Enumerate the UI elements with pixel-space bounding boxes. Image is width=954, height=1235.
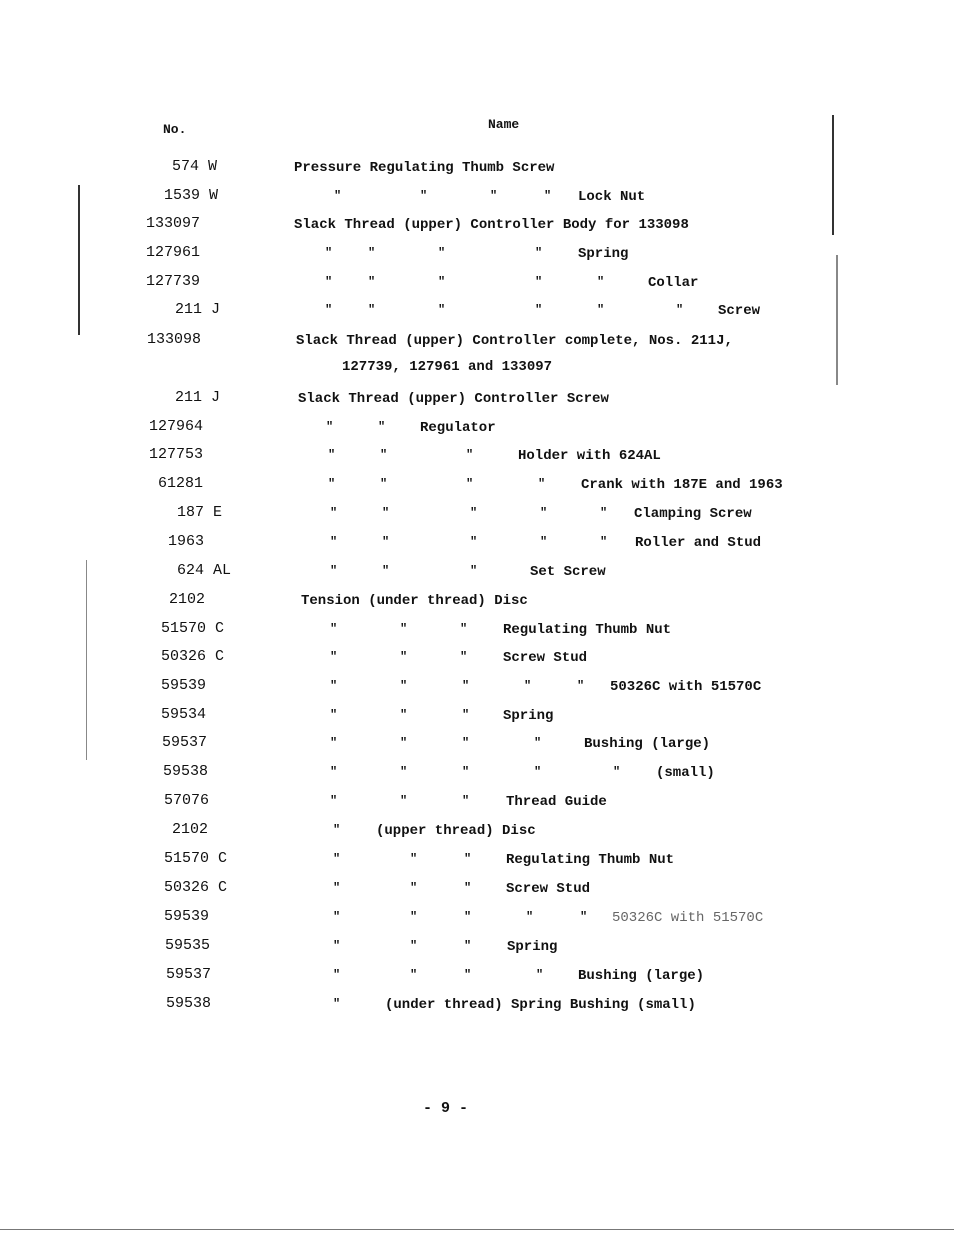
ditto-mark: " — [544, 189, 552, 203]
ditto-mark: " — [466, 448, 474, 462]
ditto-mark: " — [460, 650, 468, 664]
part-name: Lock Nut — [578, 189, 646, 205]
part-name: 50326C with 51570C — [612, 910, 764, 926]
part-number: 51570 C — [164, 850, 228, 867]
part-name: Slack Thread (upper) Controller complete, Nos. 211J, — [296, 333, 733, 349]
part-name: (under thread) Spring Bushing (small) — [385, 997, 696, 1013]
part-number: 127753 — [149, 446, 204, 463]
column-header-no: No. — [163, 122, 187, 137]
ditto-mark: " — [464, 852, 472, 866]
scan-edge-line — [86, 560, 87, 760]
ditto-mark: " — [380, 448, 388, 462]
parts-row — [0, 273, 954, 295]
ditto-mark: " — [462, 736, 470, 750]
ditto-mark: " — [462, 708, 470, 722]
part-number: 59537 — [162, 734, 208, 751]
part-name: Crank with 187E and 1963 — [581, 477, 783, 493]
parts-row — [0, 966, 954, 988]
ditto-mark: " — [330, 506, 338, 520]
part-number: 211 J — [175, 301, 221, 318]
part-name: 50326C with 51570C — [610, 679, 762, 695]
part-number: 61281 — [158, 475, 204, 492]
ditto-mark: " — [330, 535, 338, 549]
part-name: Regulating Thumb Nut — [503, 622, 672, 638]
part-number: 51570 C — [161, 620, 225, 637]
parts-row — [0, 187, 954, 209]
part-number: 1539 W — [164, 187, 219, 204]
ditto-mark: " — [334, 189, 342, 203]
ditto-mark: " — [400, 765, 408, 779]
ditto-mark: " — [470, 506, 478, 520]
ditto-mark: " — [524, 679, 532, 693]
part-number: 59538 — [163, 763, 209, 780]
ditto-mark: " — [328, 448, 336, 462]
part-name: Thread Guide — [506, 794, 607, 810]
ditto-mark: " — [535, 246, 543, 260]
ditto-mark: " — [676, 303, 684, 317]
part-number: 133098 — [147, 331, 202, 348]
parts-row — [0, 677, 954, 699]
ditto-mark: " — [464, 939, 472, 953]
ditto-mark: " — [577, 679, 585, 693]
part-number: 624 AL — [177, 562, 232, 579]
part-name: Spring — [503, 708, 554, 724]
part-name: (upper thread) Disc — [376, 823, 536, 839]
ditto-mark: " — [464, 968, 472, 982]
ditto-mark: " — [328, 477, 336, 491]
ditto-mark: " — [330, 622, 338, 636]
parts-row — [0, 908, 954, 930]
part-name: Set Screw — [530, 564, 606, 580]
ditto-mark: " — [613, 765, 621, 779]
parts-row — [0, 331, 954, 353]
ditto-mark: " — [330, 794, 338, 808]
ditto-mark: " — [400, 708, 408, 722]
ditto-mark: " — [368, 303, 376, 317]
parts-row — [0, 648, 954, 670]
part-number: 127739 — [146, 273, 201, 290]
part-name: Bushing (large) — [578, 968, 705, 984]
ditto-mark: " — [333, 881, 341, 895]
ditto-mark: " — [330, 765, 338, 779]
part-number: 59534 — [161, 706, 207, 723]
ditto-mark: " — [400, 622, 408, 636]
part-name: Regulator — [420, 420, 496, 436]
ditto-mark: " — [600, 506, 608, 520]
ditto-mark: " — [410, 910, 418, 924]
ditto-mark: " — [325, 303, 333, 317]
ditto-mark: " — [325, 275, 333, 289]
parts-row — [0, 792, 954, 814]
part-name: Collar — [648, 275, 699, 291]
part-name: Slack Thread (upper) Controller Body for 133098 — [294, 217, 689, 233]
parts-row — [0, 504, 954, 526]
part-number: 59535 — [165, 937, 211, 954]
parts-row — [0, 244, 954, 266]
parts-row — [0, 533, 954, 555]
ditto-mark: " — [534, 736, 542, 750]
ditto-mark: " — [330, 708, 338, 722]
ditto-mark: " — [580, 910, 588, 924]
ditto-mark: " — [333, 939, 341, 953]
ditto-mark: " — [333, 910, 341, 924]
parts-row — [0, 879, 954, 901]
part-name: Regulating Thumb Nut — [506, 852, 675, 868]
ditto-mark: " — [325, 246, 333, 260]
ditto-mark: " — [330, 564, 338, 578]
ditto-mark: " — [326, 420, 334, 434]
ditto-mark: " — [536, 968, 544, 982]
ditto-mark: " — [470, 535, 478, 549]
ditto-mark: " — [462, 765, 470, 779]
ditto-mark: " — [538, 477, 546, 491]
part-number: 59537 — [166, 966, 212, 983]
parts-row — [0, 357, 954, 379]
ditto-mark: " — [410, 881, 418, 895]
part-name: Screw Stud — [503, 650, 588, 666]
ditto-mark: " — [597, 275, 605, 289]
part-name: Roller and Stud — [635, 535, 762, 551]
ditto-mark: " — [382, 506, 390, 520]
ditto-mark: " — [535, 275, 543, 289]
ditto-mark: " — [410, 968, 418, 982]
parts-row — [0, 734, 954, 756]
ditto-mark: " — [462, 794, 470, 808]
ditto-mark: " — [333, 852, 341, 866]
ditto-mark: " — [400, 794, 408, 808]
part-number: 127964 — [149, 418, 204, 435]
parts-row — [0, 446, 954, 468]
parts-row — [0, 821, 954, 843]
ditto-mark: " — [438, 246, 446, 260]
ditto-mark: " — [368, 275, 376, 289]
part-number: 187 E — [177, 504, 223, 521]
parts-row — [0, 995, 954, 1017]
ditto-mark: " — [438, 303, 446, 317]
column-header-name: Name — [488, 117, 520, 132]
ditto-mark: " — [410, 852, 418, 866]
parts-row — [0, 158, 954, 180]
ditto-mark: " — [400, 679, 408, 693]
parts-row — [0, 301, 954, 323]
ditto-mark: " — [333, 997, 341, 1011]
ditto-mark: " — [410, 939, 418, 953]
parts-row — [0, 389, 954, 411]
scan-edge-line — [78, 185, 80, 335]
part-number: 59538 — [166, 995, 212, 1012]
parts-row — [0, 937, 954, 959]
ditto-mark: " — [464, 881, 472, 895]
part-number: 50326 C — [161, 648, 225, 665]
part-name: Screw Stud — [506, 881, 591, 897]
ditto-mark: " — [382, 535, 390, 549]
ditto-mark: " — [333, 968, 341, 982]
ditto-mark: " — [597, 303, 605, 317]
parts-row — [0, 475, 954, 497]
part-name: Slack Thread (upper) Controller Screw — [298, 391, 609, 407]
ditto-mark: " — [400, 736, 408, 750]
ditto-mark: " — [470, 564, 478, 578]
ditto-mark: " — [540, 535, 548, 549]
part-number: 2102 — [172, 821, 209, 838]
parts-row — [0, 418, 954, 440]
part-number: 1963 — [168, 533, 205, 550]
ditto-mark: " — [382, 564, 390, 578]
ditto-mark: " — [466, 477, 474, 491]
ditto-mark: " — [420, 189, 428, 203]
part-name: Clamping Screw — [634, 506, 752, 522]
part-name: Tension (under thread) Disc — [301, 593, 528, 609]
parts-row — [0, 706, 954, 728]
part-name: Spring — [507, 939, 558, 955]
part-number: 133097 — [146, 215, 201, 232]
ditto-mark: " — [368, 246, 376, 260]
ditto-mark: " — [400, 650, 408, 664]
ditto-mark: " — [526, 910, 534, 924]
scan-edge-line — [836, 255, 838, 385]
ditto-mark: " — [438, 275, 446, 289]
part-name: Spring — [578, 246, 629, 262]
ditto-mark: " — [540, 506, 548, 520]
parts-row — [0, 562, 954, 584]
ditto-mark: " — [330, 650, 338, 664]
part-name: 127739, 127961 and 133097 — [342, 359, 553, 375]
part-number: 127961 — [146, 244, 201, 261]
parts-row — [0, 215, 954, 237]
ditto-mark: " — [535, 303, 543, 317]
ditto-mark: " — [462, 679, 470, 693]
part-number: 57076 — [164, 792, 210, 809]
part-number: 59539 — [164, 908, 210, 925]
part-number: 574 W — [172, 158, 218, 175]
part-number: 2102 — [169, 591, 206, 608]
ditto-mark: " — [490, 189, 498, 203]
ditto-mark: " — [464, 910, 472, 924]
part-number: 59539 — [161, 677, 207, 694]
parts-row — [0, 850, 954, 872]
part-name: (small) — [656, 765, 715, 781]
ditto-mark: " — [330, 679, 338, 693]
parts-row — [0, 763, 954, 785]
ditto-mark: " — [600, 535, 608, 549]
ditto-mark: " — [534, 765, 542, 779]
parts-row — [0, 591, 954, 613]
page-number: - 9 - — [423, 1100, 469, 1117]
part-name: Screw — [718, 303, 761, 319]
ditto-mark: " — [460, 622, 468, 636]
ditto-mark: " — [378, 420, 386, 434]
scan-bottom-line — [0, 1229, 954, 1230]
part-name: Pressure Regulating Thumb Screw — [294, 160, 555, 176]
ditto-mark: " — [330, 736, 338, 750]
part-name: Holder with 624AL — [518, 448, 661, 464]
scan-edge-line — [832, 115, 834, 235]
part-name: Bushing (large) — [584, 736, 711, 752]
ditto-mark: " — [380, 477, 388, 491]
part-number: 211 J — [175, 389, 221, 406]
parts-row — [0, 620, 954, 642]
part-number: 50326 C — [164, 879, 228, 896]
ditto-mark: " — [333, 823, 341, 837]
